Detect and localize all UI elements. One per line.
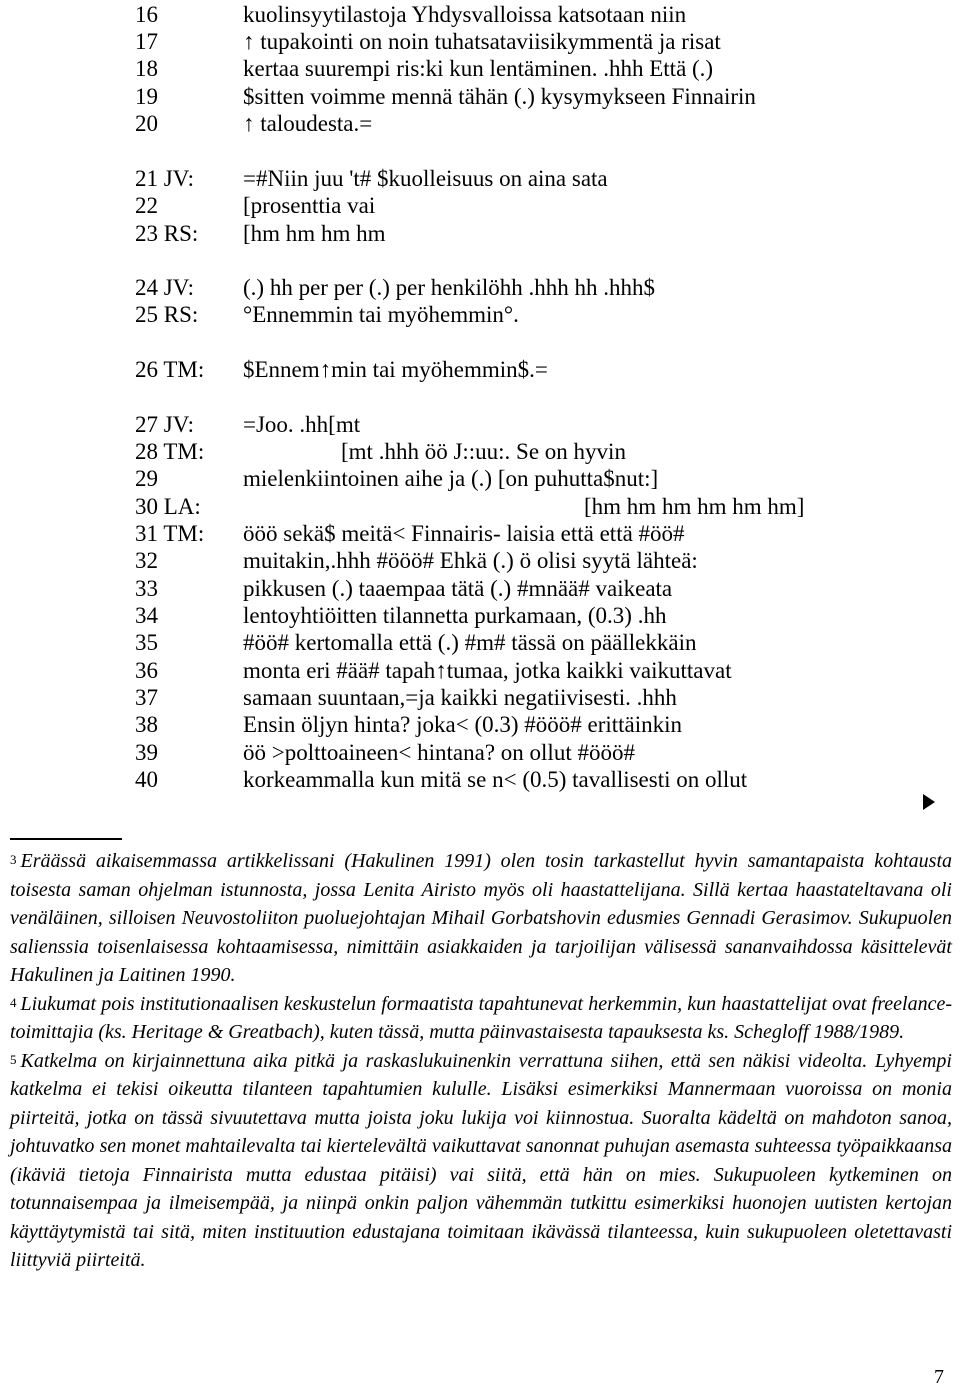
line-text: pikkusen (.) taaempaa tätä (.) #mnää# vaikeata <box>243 576 673 601</box>
footnote <box>10 847 952 990</box>
line-number: 21 JV: <box>135 166 194 191</box>
line-text: °Ennemmin tai myöhemmin°. <box>243 302 519 327</box>
line-text: mielenkiintoinen aihe ja (.) [on puhutta$nut:] <box>243 466 659 491</box>
transcript-line <box>0 166 960 192</box>
transcript-line <box>0 2 960 28</box>
line-number: 30 LA: <box>135 494 201 519</box>
transcript-line <box>0 29 960 55</box>
line-number: 22 <box>135 193 158 218</box>
footnote-rule <box>10 838 122 840</box>
line-number: 23 RS: <box>135 221 199 246</box>
line-text: $Ennem↑min tai myöhemmin$.= <box>243 357 548 382</box>
transcript-line <box>0 111 960 137</box>
line-number: 36 <box>135 658 158 683</box>
line-text: #öö# kertomalla että (.) #m# tässä on päällekkäin <box>243 630 697 655</box>
footnote-mark: 4 <box>10 994 17 1010</box>
line-number: 24 JV: <box>135 275 194 300</box>
transcript-line <box>0 193 960 219</box>
footnote-text: Liukumat pois institutionaalisen keskustelun formaatista tapahtunevat herkemmin, kun haastattelijat ovat freelance-toimittajia (ks. Heritage & Greatbach), kuten tässä, mutta päinvastaisesta tapauksesta ks. Schegloff 1988/1989. <box>10 992 952 1043</box>
line-number: 39 <box>135 740 158 765</box>
transcript-line <box>0 712 960 738</box>
footnote <box>10 1047 952 1275</box>
line-text: ↑ taloudesta.= <box>243 111 373 136</box>
line-number: 25 RS: <box>135 302 199 327</box>
line-number: 38 <box>135 712 158 737</box>
transcript-line <box>0 302 960 328</box>
line-text: [mt .hhh öö J::uu:. Se on hyvin <box>341 439 626 464</box>
line-number: 27 JV: <box>135 412 194 437</box>
footnote-text: Eräässä aikaisemmassa artikkelissani (Hakulinen 1991) olen tosin tarkastellut hyvin samantapaista kohtausta toisesta saman ohjelman istunnosta, jossa Lenita Airisto myös oli haastattelijana. Sillä kertaa haastateltavana oli venäläinen, silloisen Neuvostoliiton puoluejohtajan Mihail Gorbatshovin edusmies Gennadi Gerasimov. Sukupuolen salienssia toisenlaisessa kohtaamisessa, nimittäin asiakkaiden ja tarjoilijan välisessä sananvaihdossa käsittelevät Hakulinen ja Laitinen 1990. <box>10 850 952 986</box>
transcript-line <box>0 521 960 547</box>
line-text: kuolinsyytilastoja Yhdysvalloissa katsotaan niin <box>243 2 687 27</box>
line-number: 31 TM: <box>135 521 205 546</box>
line-number: 37 <box>135 685 158 710</box>
transcript-line <box>0 548 960 574</box>
line-text: samaan suuntaan,=ja kaikki negatiivisesti. .hhh <box>243 685 677 710</box>
transcript-line <box>0 685 960 711</box>
line-text: =Joo. .hh[mt <box>243 412 361 437</box>
line-number: 34 <box>135 603 158 628</box>
line-text: monta eri #ää# tapah↑tumaa, jotka kaikki vaikuttavat <box>243 658 732 683</box>
transcript-line <box>0 439 960 465</box>
transcript-line <box>0 412 960 438</box>
footnote-text: Katkelma on kirjainnettuna aika pitkä ja raskaslukuinenkin verrattuna siihen, että sen näkisi videolta. Lyhyempi katkelma ei tekisi oikeutta tilanteen tapahtumien kululle. Lisäksi esimerkiksi Mannermaan vuoroissa on monia piirteitä, jotka on tässä sivuutettava mutta joista joku lukija voi kiinnostua. Suoralta kädeltä on mahdoton sanoa, johtuvatko sen monet mahtailevalta tai kiertelevältä vaikuttavat sanonnat puhujan asemasta suhteessa työpaikkaansa (ikäviä tietoja Finnairista mutta edustaa pitäisi) vai siitä, että hän on mies. Sukupuoleen kytkeminen on totunnaisempaa ja ilmeisempää, ja niinpä onkin paljon vähemmän tutkittu esimerkiksi huonojen uutisten kertojan käyttäytymistä tai sitä, miten instituution edustajana toimitaan ikävässä tilanteessa, kuin sukupuoleen oletettavasti liittyviä piirteitä. <box>10 1049 952 1271</box>
transcript-line <box>0 56 960 82</box>
line-number: 19 <box>135 84 158 109</box>
line-text: [hm hm hm hm <box>243 221 386 246</box>
line-number: 32 <box>135 548 158 573</box>
transcript-line <box>0 466 960 492</box>
page-number: 7 <box>934 1366 944 1388</box>
footnotes <box>10 847 952 1275</box>
line-text: [prosenttia vai <box>243 193 376 218</box>
line-text: lentoyhtiöitten tilannetta purkamaan, (0.3) .hh <box>243 603 667 628</box>
transcript-line <box>0 275 960 301</box>
transcript-line <box>0 767 960 793</box>
line-number: 18 <box>135 56 158 81</box>
line-text: Ensin öljyn hinta? joka< (0.3) #ööö# erittäinkin <box>243 712 683 737</box>
transcript-line <box>0 576 960 602</box>
continue-arrow-icon <box>923 794 935 810</box>
line-text: $sitten voimme mennä tähän (.) kysymykseen Finnairin <box>243 84 756 109</box>
line-text: ööö sekä$ meitä< Finnairis- laisia että että #öö# <box>243 521 685 546</box>
transcript-line <box>0 221 960 247</box>
line-number: 16 <box>135 2 158 27</box>
line-text: kertaa suurempi ris:ki kun lentäminen. .hhh Että (.) <box>243 56 714 81</box>
line-number: 33 <box>135 576 158 601</box>
transcript-line <box>0 357 960 383</box>
transcript-line <box>0 740 960 766</box>
transcript-line <box>0 84 960 110</box>
line-text: korkeammalla kun mitä se n< (0.5) tavallisesti on ollut <box>243 767 748 792</box>
line-number: 40 <box>135 767 158 792</box>
transcript-line <box>0 658 960 684</box>
line-number: 17 <box>135 29 158 54</box>
line-number: 20 <box>135 111 158 136</box>
footnote-mark: 3 <box>10 852 17 867</box>
line-number: 35 <box>135 630 158 655</box>
line-text: ↑ tupakointi on noin tuhatsataviisikymmentä ja risat <box>243 29 721 54</box>
transcript-line <box>0 494 960 520</box>
transcript-line <box>0 630 960 656</box>
line-text: [hm hm hm hm hm hm] <box>584 494 805 519</box>
line-text: =#Niin juu 't# $kuolleisuus on aina sata <box>243 166 608 191</box>
line-text: öö >polttoaineen< hintana? on ollut #ööö# <box>243 740 635 765</box>
footnote <box>10 990 952 1047</box>
line-number: 29 <box>135 466 158 491</box>
footnote-mark: 5 <box>10 1051 17 1067</box>
line-text: (.) hh per per (.) per henkilöhh .hhh hh .hhh$ <box>243 275 655 300</box>
line-number: 26 TM: <box>135 357 205 382</box>
line-text: muitakin,.hhh #ööö# Ehkä (.) ö olisi syytä lähteä: <box>243 548 698 573</box>
transcript-line <box>0 603 960 629</box>
line-number: 28 TM: <box>135 439 205 464</box>
